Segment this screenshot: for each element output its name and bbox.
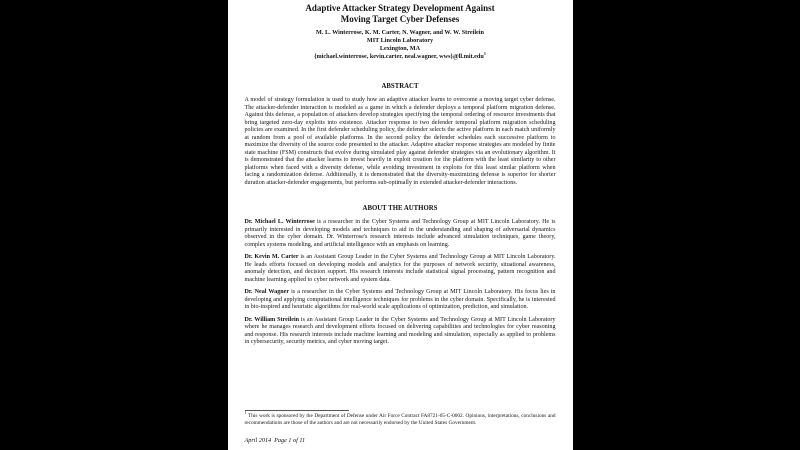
footnote-block <box>245 410 556 426</box>
footnote-text: This work is sponsored by the Department of Defense under Air Force Contract FA8721-05-C-0002. Opinions, interpretations, conclusions and recommendations are those of the authors and are not necessarily endorsed by the United States Government. <box>244 413 556 426</box>
page-footer <box>245 437 556 445</box>
author-bio-wagner <box>245 289 556 312</box>
author-bio-name: Dr. Neal Wagner <box>244 289 290 295</box>
abstract-heading: ABSTRACT <box>381 83 419 90</box>
author-bio-name: Dr. Michael L. Winterrose <box>244 219 315 225</box>
author-bio-name: Dr. Kevin M. Carter <box>244 254 299 260</box>
footer-date: April 2014 <box>244 437 272 444</box>
paper-title <box>245 3 556 25</box>
paper-title-line-2: Moving Target Cyber Defenses <box>340 14 460 24</box>
paper-page <box>228 0 573 450</box>
author-location: Lexington, MA <box>379 45 421 52</box>
author-affiliation: MIT Lincoln Laboratory <box>366 37 434 44</box>
footer-page-number: Page 1 of 11 <box>274 437 306 444</box>
email-footnote-ref: 1 <box>483 50 486 56</box>
author-bio-winterrose <box>245 219 556 249</box>
footnote-separator-line <box>245 410 349 411</box>
author-bio-text: is a researcher in the Cyber Systems and Technology Group at MIT Lincoln Laboratory. His focus lies in developing and applying computational intelligence techniques for problems in the cyber domain. Specifically, he is interested in bio-inspired and heuristic algorithms for real-world scale applications of optimization, prediction, and simulation. <box>244 289 556 310</box>
about-authors-heading: ABOUT THE AUTHORS <box>362 205 438 212</box>
author-block <box>245 29 556 61</box>
author-bio-streilein <box>245 317 556 347</box>
author-bio-carter <box>245 254 556 284</box>
author-email <box>245 50 556 61</box>
paper-title-line-1: Adaptive Attacker Strategy Development Against <box>305 3 495 13</box>
abstract-text: A model of strategy formulation is used to study how an adaptive attacker learns to overcome a moving target cyber defense. The attacker-defender interaction is modeled as a game in which a defender deploys a temporal platform migration defense. Against this defense, a population of attackers develop strategies specifying the temporal ordering of resource investments that bring targeted zero-day exploits into existence. Attacker response to two defender temporal platform migration scheduling policies are examined. In the first defender scheduling policy, the defender selects the active platform in each match uniformly at random from a pool of available platforms. In the second policy the defender schedules each successive platform to maximize the diversity of the source code presented to the attacker. Adaptive attacker response strategies are modeled by finite state machine (FSM) constructs that evolve during simulated play against defender strategies via an evolutionary algorithm. It is demonstrated that the attacker learns to invest heavily in exploit creation for the platform with the least similarity to other platforms when faced with a diversity defense, while avoiding investment in exploits for this least similar platform when facing a randomization defense. Additionally, it is demonstrated that the diversity-maximizing defense is superior for shorter duration attacker-defender engagements, but performs sub-optimally in extended attacker-defender interactions. <box>244 97 556 186</box>
author-bio-text: is an Assistant Group Leader in the Cyber Systems and Technology Group at MIT Lincoln Laboratory. He leads efforts focused on developing models and analytics for the purposes of network security, situational awareness, anomaly detection, and decision support. His research interests include statistical signal processing, pattern recognition and machine learning applied to cyber network and system data. <box>244 254 556 283</box>
footnote <box>244 410 556 426</box>
footnote-marker: 1 <box>244 410 247 416</box>
author-byline: M. L. Winterrose, K. M. Carter, N. Wagner, and W. W. Streilein <box>316 29 484 36</box>
author-email-text: {michael.winterrose, kevin.carter, neal.wagner, wws}@ll.mit.edu <box>314 53 484 60</box>
author-bio-name: Dr. William Streilein <box>244 316 300 323</box>
author-bio-text: is a researcher in the Cyber Systems and Technology Group at MIT Lincoln Laboratory. He is primarily interested in developing models and techniques to aid in the understanding and shaping of adversarial dynamics observed in the cyber domain. Dr. Winterrose's research interests include advanced simulation techniques, game theory, complex systems modeling, and artificial intelligence with an emphasis on learning. <box>244 219 556 248</box>
author-bio-text: is an Assistant Group Leader in the Cyber Systems and Technology Group at MIT Lincoln Laboratory where he manages research and development efforts focused on delivering capabilities and technologies for cyber reasoning and response. His research interests include machine learning and modeling and simulation, especially as applied to problems in cybersecurity, security metrics, and cyber moving target. <box>244 316 556 345</box>
